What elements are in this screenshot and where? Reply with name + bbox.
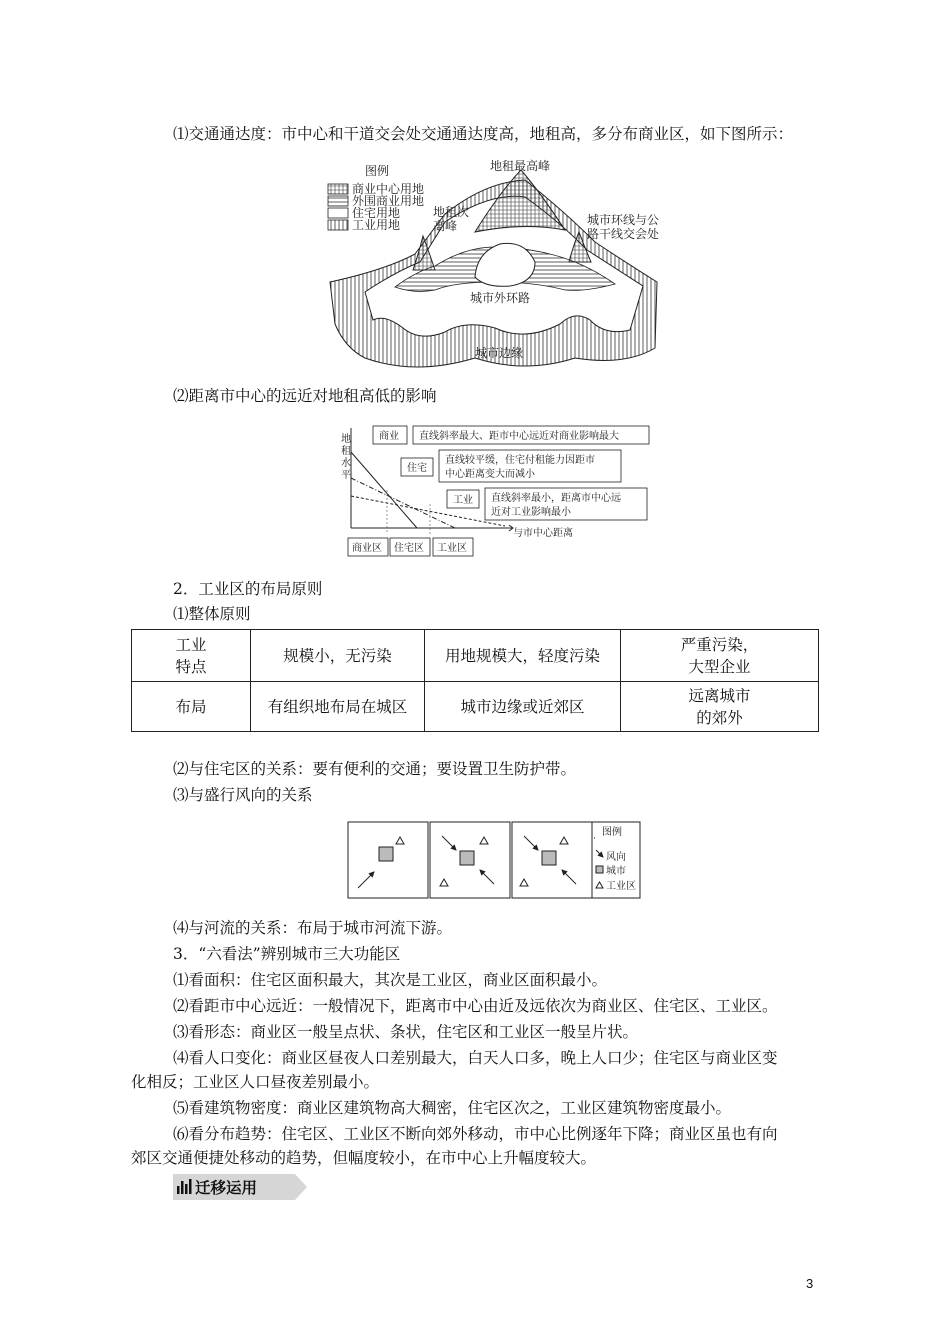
table-cell: 严重污染， 大型企业 [621,630,819,682]
table-head-feature: 工业 特点 [132,630,251,682]
legend-city: 城市 [606,866,626,877]
box-commercial: 商业 [379,431,399,442]
legend-commercial-center: 商业中心用地 [352,182,425,196]
label-sub-peak-1: 地租次 [433,205,470,219]
zone-residential: 住宅区 [394,543,424,554]
industrial-layout-table [131,629,819,732]
legend-title: 图例 [602,827,622,838]
ylabel-1: 地 [341,434,351,445]
legend-wind: 风向 [606,852,626,863]
legend-industrial: 工业用地 [352,218,401,232]
label-junction-2: 路干线交会处 [587,227,660,241]
table-cell: 城市边缘或近郊区 [425,682,621,732]
note-residential-2: 中心距离变大而减小 [445,469,535,480]
zone-commercial: 商业区 [352,543,382,554]
table-cell: 远离城市 的郊外 [621,682,819,732]
note-commercial: 直线斜率最大、距市中心远近对商业影响最大 [419,431,619,442]
legend-residential: 住宅用地 [352,206,401,220]
label-junction-1: 城市环线与公 [587,213,660,227]
note-industrial-1: 直线斜率最小，距离市中心远 [491,493,621,504]
ylabel-2: 租 [341,446,351,457]
table-cell: 规模小，无污染 [251,630,425,682]
legend-title: 图例 [365,164,390,178]
ylabel-4: 平 [341,470,351,481]
paragraph-wind-relation: ⑶与盛行风向的关系 [173,786,313,804]
paragraph-trend-2: 郊区交通便捷处移动的趋势，但幅度较小，在市中心上升幅度较大。 [131,1149,597,1167]
paragraph-population-1: ⑷看人口变化：商业区昼夜人口差别最大，白天人口多，晚上人口少；住宅区与商业区变 [173,1049,778,1067]
section-3-heading: 3．“六看法”辨别城市三大功能区 [173,945,401,963]
land-rent-terrain-figure [325,152,660,378]
legend-industrial: 工业区 [606,881,636,892]
ylabel-3: 水 [341,458,351,469]
zone-industrial: 工业区 [437,543,467,554]
paragraph-trend-1: ⑹看分布趋势：住宅区、工业区不断向郊外移动，市中心比例逐年下降；商业区虽也有向 [173,1125,778,1143]
table-cell: 用地规模大，轻度污染 [425,630,621,682]
label-rent-peak: 地租最高峰 [490,159,551,173]
paragraph-distance-heading: ⑵距离市中心的远近对地租高低的影响 [173,387,437,405]
rent-distance-chart [335,418,655,560]
badge-label: 迁移运用 [195,1179,258,1197]
table-cell: 有组织地布局在城区 [251,682,425,732]
paragraph-area: ⑴看面积：住宅区面积最大，其次是工业区，商业区面积最小。 [173,971,608,989]
wind-direction-figure [346,820,642,900]
box-industrial: 工业 [453,495,473,506]
table-head-layout: 布局 [132,682,251,732]
legend-outer-commercial: 外围商业用地 [352,194,425,208]
paragraph-residential-relation: ⑵与住宅区的关系：要有便利的交通；要设置卫生防护带。 [173,760,577,778]
paragraph-shape: ⑶看形态：商业区一般呈点状、条状，住宅区和工业区一般呈片状。 [173,1023,639,1041]
page-number: 3 [806,1276,814,1291]
note-industrial-2: 近对工业影响最小 [491,507,571,518]
subheading-overall-principle: ⑴整体原则 [173,605,251,623]
paragraph-distance: ⑵看距市中心远近：一般情况下，距离市中心由近及远依次为商业区、住宅区、工业区。 [173,997,778,1015]
label-city-edge: 城市边缘 [475,346,524,360]
label-sub-peak-2: 高峰 [433,219,458,233]
note-residential-1: 直线较平缓，住宅付租能力因距市 [445,455,595,466]
paragraph-density: ⑸看建筑物密度：商业区建筑物高大稠密，住宅区次之，工业区建筑物密度最小。 [173,1099,732,1117]
paragraph-population-2: 化相反；工业区人口昼夜差别最小。 [131,1073,380,1091]
box-residential: 住宅 [407,463,427,474]
paragraph-river-relation: ⑷与河流的关系：布局于城市河流下游。 [173,919,453,937]
label-outer-ring: 城市外环路 [470,291,531,305]
xlabel: 与市中心距离 [513,528,573,539]
paragraph-traffic-accessibility: ⑴交通通达度：市中心和干道交会处交通通达度高，地租高，多分布商业区，如下图所示： [173,125,794,143]
section-2-heading: 2．工业区的布局原则 [173,580,323,598]
